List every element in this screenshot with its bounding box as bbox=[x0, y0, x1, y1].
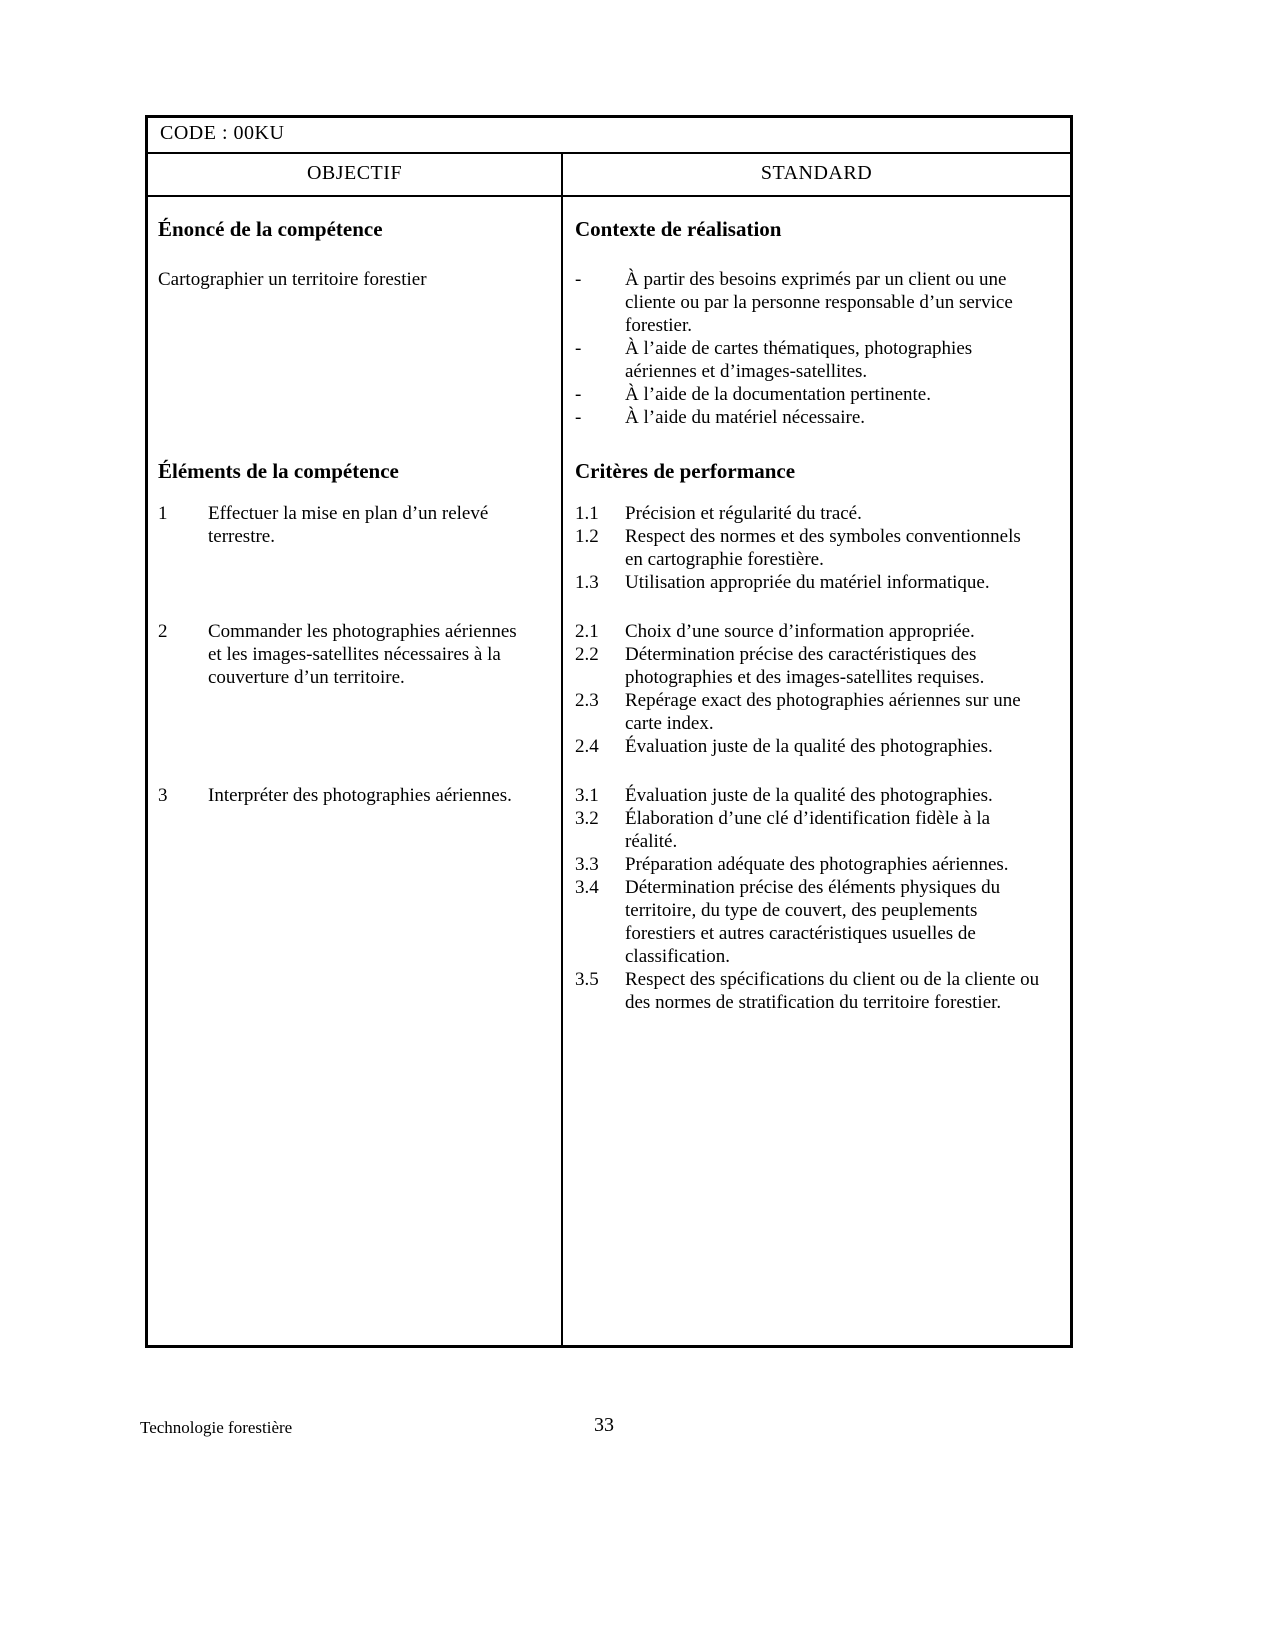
criteria-group-cell bbox=[563, 484, 1070, 594]
criterion-text: Détermination précise des caractéristiques des photographies et des images-satellites requises. bbox=[625, 644, 985, 688]
element-number: 1 bbox=[158, 503, 168, 524]
criteria-group-cell bbox=[563, 758, 1070, 1345]
criterion-number: 1.2 bbox=[575, 526, 599, 547]
element-item-cell bbox=[148, 758, 563, 1345]
context-item-text: À partir des besoins exprimés par un client ou une cliente ou par la personne responsable d’un service forestier. bbox=[625, 269, 1013, 336]
element-text: Commander les photographies aériennes et les images-satellites nécessaires à la couverture d’un territoire. bbox=[208, 621, 517, 688]
element-item bbox=[158, 502, 523, 548]
criterion-number: 1.1 bbox=[575, 503, 599, 524]
criterion-number: 2.1 bbox=[575, 621, 599, 642]
criterion-number: 3.5 bbox=[575, 969, 599, 990]
section-heading-elements: Éléments de la compétence bbox=[158, 459, 399, 483]
criterion-number: 3.4 bbox=[575, 877, 599, 898]
contexte-heading-cell bbox=[563, 197, 1070, 242]
criterion-number: 2.4 bbox=[575, 736, 599, 757]
dash-bullet: - bbox=[575, 407, 582, 428]
element-item bbox=[158, 620, 523, 689]
dash-bullet: - bbox=[575, 384, 582, 405]
criterion-text: Évaluation juste de la qualité des photographies. bbox=[625, 736, 993, 757]
objective-standard-table bbox=[145, 115, 1073, 1348]
code-row bbox=[148, 118, 1070, 154]
element-item-cell bbox=[148, 484, 563, 594]
criterion-item bbox=[575, 643, 1042, 689]
criterion-item bbox=[575, 784, 1042, 807]
criterion-item bbox=[575, 571, 1042, 594]
element-number: 3 bbox=[158, 785, 168, 806]
criterion-number: 3.3 bbox=[575, 854, 599, 875]
criterion-text: Utilisation appropriée du matériel informatique. bbox=[625, 572, 990, 593]
criterion-text: Évaluation juste de la qualité des photographies. bbox=[625, 785, 993, 806]
criterion-text: Respect des spécifications du client ou de la cliente ou des normes de stratification du territoire forestier. bbox=[625, 969, 1040, 1013]
element-text: Interpréter des photographies aériennes. bbox=[208, 785, 512, 806]
element-text: Effectuer la mise en plan d’un relevé terrestre. bbox=[208, 503, 489, 547]
criterion-item bbox=[575, 853, 1042, 876]
context-item bbox=[575, 383, 1042, 406]
element-number: 2 bbox=[158, 621, 168, 642]
section-heading-criteres: Critères de performance bbox=[575, 459, 796, 483]
competence-statement: Cartographier un territoire forestier bbox=[158, 269, 427, 290]
criterion-text: Respect des normes et des symboles conventionnels en cartographie forestière. bbox=[625, 526, 1021, 570]
criterion-text: Élaboration d’une clé d’identification fidèle à la réalité. bbox=[625, 808, 991, 852]
dash-bullet: - bbox=[575, 269, 582, 290]
section-heading-contexte: Contexte de réalisation bbox=[575, 217, 782, 241]
criterion-item bbox=[575, 689, 1042, 735]
criterion-number: 1.3 bbox=[575, 572, 599, 593]
criteres-heading-cell bbox=[563, 429, 1070, 484]
context-item bbox=[575, 337, 1042, 383]
criterion-item bbox=[575, 876, 1042, 968]
column-header-standard: STANDARD bbox=[760, 162, 873, 184]
criterion-text: Choix d’une source d’information appropriée. bbox=[625, 621, 975, 642]
context-item bbox=[575, 268, 1042, 337]
criterion-item bbox=[575, 620, 1042, 643]
element-item bbox=[158, 784, 523, 807]
context-item-text: À l’aide de cartes thématiques, photographies aériennes et d’images-satellites. bbox=[625, 338, 973, 382]
criterion-text: Précision et régularité du tracé. bbox=[625, 503, 862, 524]
elements-heading-cell bbox=[148, 429, 563, 484]
code-label: CODE : 00KU bbox=[160, 122, 285, 144]
criterion-number: 2.2 bbox=[575, 644, 599, 665]
criterion-number: 3.1 bbox=[575, 785, 599, 806]
criterion-item bbox=[575, 735, 1042, 758]
column-header-objectif: OBJECTIF bbox=[148, 154, 563, 195]
section-heading-enonce: Énoncé de la compétence bbox=[158, 217, 383, 241]
context-item-text: À l’aide du matériel nécessaire. bbox=[625, 407, 866, 428]
context-item-text: À l’aide de la documentation pertinente. bbox=[625, 384, 931, 405]
criterion-text: Préparation adéquate des photographies aériennes. bbox=[625, 854, 1009, 875]
criterion-item bbox=[575, 525, 1042, 571]
contexte-items-cell bbox=[563, 242, 1070, 429]
criterion-text: Repérage exact des photographies aériennes sur une carte index. bbox=[625, 690, 1021, 734]
enonce-heading-cell bbox=[148, 197, 563, 242]
table-header-row bbox=[148, 154, 1070, 197]
dash-bullet: - bbox=[575, 338, 582, 359]
criterion-number: 3.2 bbox=[575, 808, 599, 829]
criterion-item bbox=[575, 968, 1042, 1014]
criterion-text: Détermination précise des éléments physiques du territoire, du type de couvert, des peuplements forestiers et autres caractéristiques usuelles de classification. bbox=[625, 877, 1001, 967]
criteria-group-cell bbox=[563, 594, 1070, 758]
footer-document-title: Technologie forestière bbox=[140, 1418, 293, 1437]
criterion-item bbox=[575, 502, 1042, 525]
context-item bbox=[575, 406, 1042, 429]
criterion-item bbox=[575, 807, 1042, 853]
page-number: 33 bbox=[594, 1414, 614, 1436]
element-item-cell bbox=[148, 594, 563, 758]
competence-statement-cell bbox=[148, 242, 563, 429]
criterion-number: 2.3 bbox=[575, 690, 599, 711]
table-body bbox=[148, 197, 1070, 1345]
